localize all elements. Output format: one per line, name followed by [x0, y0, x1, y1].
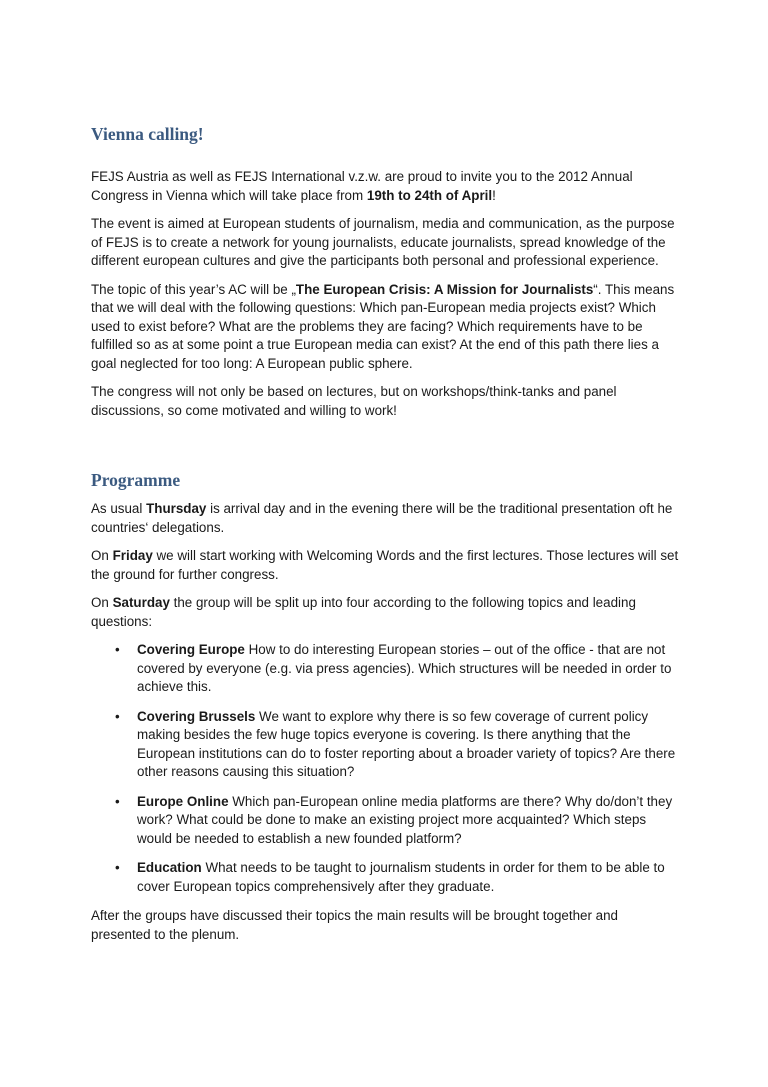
document-body [91, 118, 681, 954]
bullet-icon: • [115, 793, 120, 809]
congress-paragraph: The congress will not only be based on lectures, but on workshops/think-tanks and panel discussions, so come motivated and willing to work! [91, 384, 617, 418]
heading-vienna-calling: Vienna calling! [91, 124, 204, 144]
saturday-paragraph: On Saturday the group will be split up into four according to the following topics and leading questions: [91, 595, 636, 629]
congress-topic: The European Crisis: A Mission for Journalists [295, 281, 594, 297]
bullet-icon: • [115, 642, 120, 657]
heading-programme: Programme [91, 470, 181, 490]
bullet-icon: • [115, 860, 120, 875]
list-item: • Covering Europe How to do interesting European stories – out of the office - that are not covered by everyone (e.g. via press agencies). Which structures will be needed in order to achieve this. [115, 642, 672, 694]
list-item: • Covering Brussels We want to explore why there is so few coverage of current policy making besides the few huge topics everyone is covering. Is there anything that the European institutions can do to foster reporting about a broader variety of topics? Are there other reasons causing this situation? [115, 708, 676, 779]
closing-paragraph: After the groups have discussed their topics the main results will be brought together and presented to the plenum. [91, 908, 618, 942]
list-item: • Europe Online Which pan-European online media platforms are there? Why do/don’t they work? What could be done to make an existing project more acquainted? Which steps would be needed to establish a new founded platform? [115, 793, 673, 846]
friday-paragraph: On Friday we will start working with Welcoming Words and the first lectures. Those lectures will set the ground for further congress. [91, 548, 679, 582]
thursday-paragraph: As usual Thursday is arrival day and in the evening there will be the traditional presentation oft he countries‘ delegations. [91, 501, 673, 535]
list-item: • Education What needs to be taught to journalism students in order for them to be able to cover European topics comprehensively after they graduate. [115, 860, 665, 894]
topic-paragraph: The topic of this year’s AC will be „The European Crisis: A Mission for Journalists“. This means that we will deal with the following questions: Which pan-European media projects exist? Which used to exist before? What are the problems they are facing? Which requirements have to be fulfilled so as at some point a true European media can exist? At the end of this path there lies a goal neglected for too long: A European public sphere. [91, 281, 675, 371]
event-paragraph: The event is aimed at European students of journalism, media and communication, as the purpose of FEJS is to create a network for young journalists, educate journalists, spread knowledge of the different european cultures and give the participants both personal and professional experience. [91, 216, 675, 268]
topics-list [91, 641, 681, 896]
intro-paragraph: FEJS Austria as well as FEJS International v.z.w. are proud to invite you to the 2012 Annual Congress in Vienna which will take place from 19th to 24th of April! [91, 169, 633, 203]
congress-dates: 19th to 24th of April [366, 187, 493, 203]
bullet-icon: • [115, 708, 120, 724]
